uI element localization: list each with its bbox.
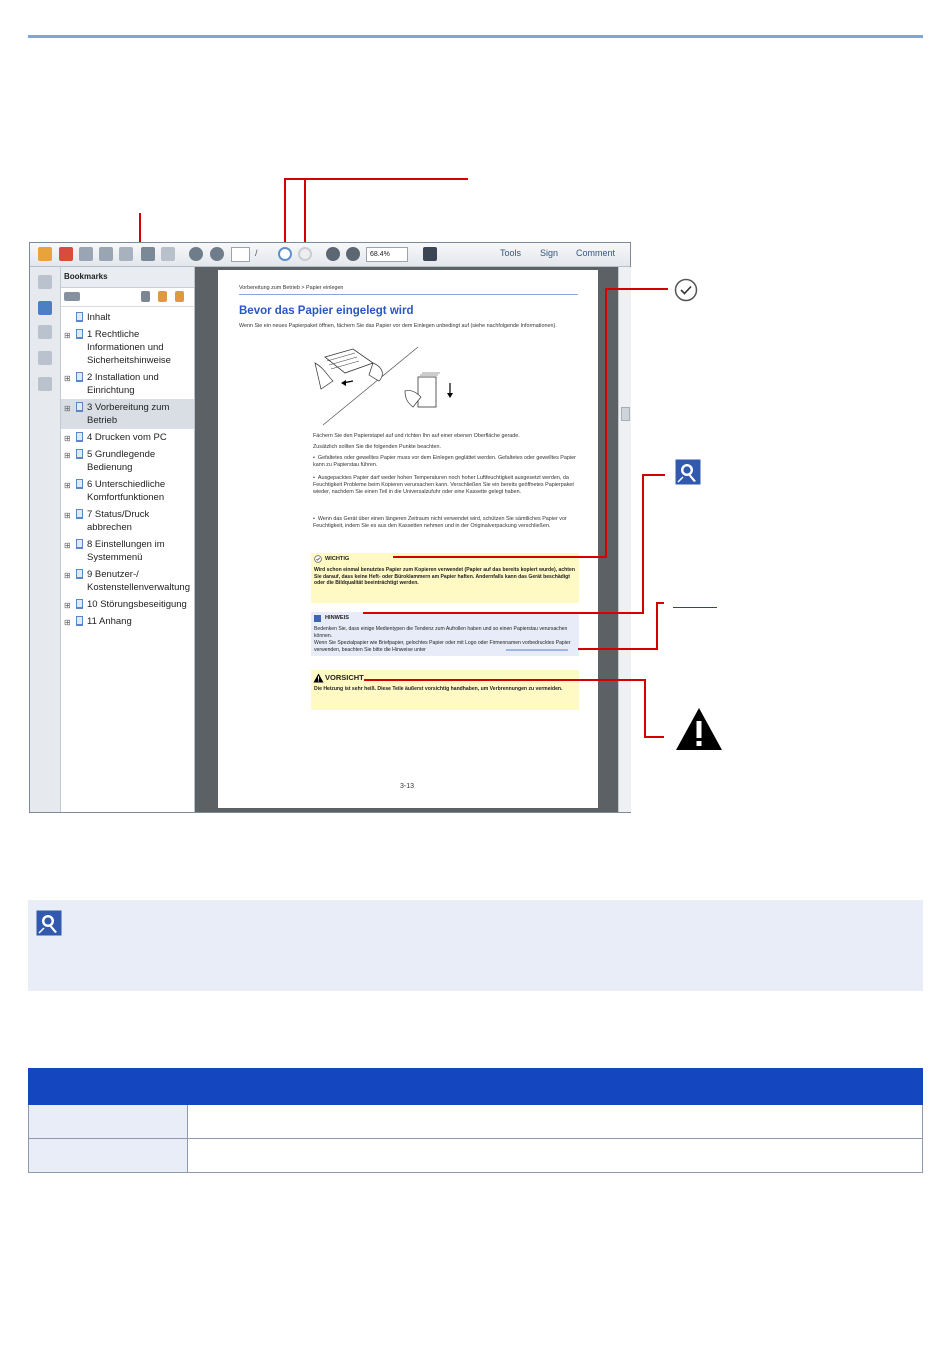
tools-button[interactable]: Tools [500, 248, 522, 258]
expand-icon[interactable]: ⊞ [64, 541, 71, 550]
bullet-text: Wenn das Gerät über einen längeren Zeitraum nicht verwendet wird, schützen Sie sämtliches Papier vor Feuchtigkeit, indem Sie es aus den Kassetten nehmen und in der Originalverpackung verschließen. [313, 516, 567, 529]
layers-icon[interactable] [38, 351, 52, 365]
callout-line-important-h [393, 556, 607, 558]
bookmark-icon [76, 599, 83, 609]
bookmark-item[interactable] [61, 446, 194, 476]
bookmark-icon [76, 616, 83, 626]
create-pdf-icon[interactable] [38, 247, 52, 261]
page-title: Bevor das Papier eingelegt wird [239, 305, 414, 317]
page-para1: Fächern Sie den Papierstapel auf und richten Ihn auf einer ebenen Oberfläche gerade. [313, 433, 520, 439]
bookmark-icon [76, 432, 83, 442]
bookmark-label: 7 Status/Druck abbrechen [87, 509, 150, 533]
callout-line-nav-right [304, 178, 306, 248]
bookmark-icon [76, 509, 83, 519]
bookmark-icon [76, 312, 83, 322]
table-cell [188, 1139, 923, 1173]
bookmarks-list [61, 309, 194, 630]
attachments-icon[interactable] [38, 325, 52, 339]
callout-line-important-top [605, 288, 668, 290]
forward-icon[interactable] [298, 247, 312, 261]
note-label: HINWEIS [325, 615, 349, 621]
combine-files-icon[interactable] [59, 247, 73, 261]
bookmark-item[interactable] [61, 566, 194, 596]
expand-icon[interactable]: ⊞ [64, 481, 71, 490]
previous-page-icon[interactable] [189, 247, 203, 261]
bookmark-label: 2 Installation und Einrichtung [87, 372, 159, 396]
zoom-out-icon[interactable] [326, 247, 340, 261]
bookmark-label: 5 Grundlegende Bedienung [87, 449, 156, 473]
bookmark-icon [76, 479, 83, 489]
table-row [29, 1139, 923, 1173]
delete-bookmark-icon[interactable] [141, 291, 150, 302]
expand-icon[interactable]: ⊞ [64, 601, 71, 610]
fit-page-icon[interactable] [423, 247, 437, 261]
options-icon[interactable] [64, 292, 80, 301]
pdf-viewer-window [29, 242, 631, 813]
callout-line-note-v [642, 474, 644, 614]
page-bullet-1: • Gefaltetes oder gewelltes Papier muss vor dem Einlegen geglättet werden. Gefaltetes oder gewelltes Papier kann zu Papierstau führen. [313, 455, 576, 468]
bookmark-label: 3 Vorbereitung zum Betrieb [87, 402, 170, 426]
bookmark-label: 8 Einstellungen im Systemmenü [87, 539, 165, 563]
callout-line-link-v [656, 602, 658, 650]
zoom-field[interactable]: 68.4% [366, 247, 408, 262]
bookmark-item[interactable] [61, 596, 194, 613]
callout-line-important-v [605, 288, 607, 558]
legend-table [28, 1068, 923, 1173]
bookmark-icon [76, 449, 83, 459]
bookmark-label: Inhalt [87, 312, 111, 323]
caution-box [311, 670, 579, 710]
callout-line-caution-h [364, 679, 646, 681]
callout-line-link-h [578, 648, 658, 650]
callout-line-note-h [363, 612, 644, 614]
bookmark-icon [76, 539, 83, 549]
email-icon[interactable] [161, 247, 175, 261]
expand-icon[interactable]: ⊞ [64, 451, 71, 460]
bookmark-item[interactable] [61, 326, 194, 369]
upload-icon[interactable] [99, 247, 113, 261]
edit-document-icon[interactable] [79, 247, 93, 261]
bookmark-label: 1 Rechtliche Informationen und Sicherheitshinweise [87, 329, 171, 366]
bookmark-item[interactable] [61, 309, 194, 326]
bookmark-icon [76, 329, 83, 339]
scroll-thumb[interactable] [621, 407, 630, 421]
caution-label: VORSICHT [325, 673, 364, 682]
important-label: WICHTIG [325, 556, 350, 562]
top-rule [28, 35, 923, 38]
expand-icon[interactable]: ⊞ [64, 374, 71, 383]
bookmark-icon [76, 569, 83, 579]
bookmark-label: 4 Drucken vom PC [87, 432, 167, 443]
note-area [28, 900, 923, 991]
bookmark-item[interactable] [61, 506, 194, 536]
page-intro: Wenn Sie ein neues Papierpaket öffnen, fächern Sie das Papier vor dem Einlegen unbedingt auf (siehe nachfolgende Informationen). [239, 323, 557, 329]
callout-line-caution-v [644, 679, 646, 738]
table-cell [29, 1105, 188, 1139]
table-header-row [29, 1069, 923, 1105]
page-number: 3-13 [400, 783, 415, 790]
important-text: Wird schon einmal benutztes Papier zum Kopieren verwendet (Papier auf das bereits kopiert wurde), achten Sie darauf, dass keine Heft- oder Büroklammern am Papier haften. Andernfalls kann das Gerät beschädigt oder die Bildqualität beeinträchtigt werden. [314, 567, 575, 587]
note-icon [36, 910, 62, 936]
breadcrumb-rule [239, 294, 578, 295]
callout-line-nav-left [284, 178, 286, 248]
viewer-toolbar [30, 243, 630, 267]
table-cell [29, 1139, 188, 1173]
back-icon[interactable] [278, 247, 292, 261]
document-page [218, 270, 598, 808]
bookmarks-icon[interactable] [38, 301, 52, 315]
signatures-icon[interactable] [38, 377, 52, 391]
bookmark-label: 6 Unterschiedliche Komfortfunktionen [87, 479, 166, 503]
warning-icon [313, 673, 324, 683]
page-thumbnails-icon[interactable] [38, 275, 52, 289]
paper-fanning-illustration [313, 345, 473, 427]
table-header-cell [188, 1069, 923, 1105]
note-box [311, 612, 579, 656]
link-sample-underline [673, 607, 717, 608]
bookmark-label: 9 Benutzer-/ Kostenstellenverwaltung [87, 569, 190, 593]
page-bullet-2: • Ausgepacktes Papier darf weder hohen Temperaturen noch hoher Luftfeuchtigkeit ausgesetzt werden, da Feuchtigkeit Probleme beim Kopieren verursachen kann. Verschließen Sie ein bereits geöffnetes Papierpaket wieder, nachdem Sie einen Teil in die Universalzufuhr oder eine Kassette gelegt haben. [313, 475, 574, 495]
expand-icon[interactable]: ⊞ [64, 331, 71, 340]
new-bookmark-icon[interactable] [158, 291, 167, 302]
bookmarks-panel [61, 267, 195, 812]
page-separator: / [255, 248, 258, 258]
comment-button[interactable]: Comment [576, 248, 616, 258]
navigation-pane-strip [30, 267, 61, 812]
page-number-input[interactable] [231, 247, 250, 262]
note-icon [314, 615, 321, 622]
note-icon [675, 459, 701, 485]
expand-bookmark-icon[interactable] [175, 291, 184, 302]
callout-line-caution-bottom [644, 736, 664, 738]
bookmark-label: 10 Störungsbeseitigung [87, 599, 187, 610]
bookmark-item[interactable] [61, 369, 194, 399]
warning-icon [675, 707, 723, 751]
bullet-text: Gefaltetes oder gewelltes Papier muss vor dem Einlegen geglättet werden. Gefaltetes oder gewelltes Papier kann zu Papierstau führen. [313, 455, 576, 468]
expand-icon[interactable]: ⊞ [64, 511, 71, 520]
check-circle-icon [674, 278, 698, 302]
expand-icon[interactable]: ⊞ [64, 571, 71, 580]
table-row [29, 1105, 923, 1139]
sign-button[interactable]: Sign [540, 248, 559, 258]
table-header-cell [29, 1069, 188, 1105]
bookmarks-toolbar [61, 289, 194, 307]
page-breadcrumb: Vorbereitung zum Betrieb > Papier einlegen [239, 285, 344, 291]
callout-line-link-top [656, 602, 664, 604]
bookmark-label: 11 Anhang [87, 616, 132, 627]
callout-line-nav-top [284, 178, 468, 180]
expand-icon[interactable]: ⊞ [64, 434, 71, 443]
note-text-1: Bedenken Sie, dass einige Medientypen die Tendenz zum Aufrollen haben und so einen Papierstau verursachen können. [314, 626, 568, 639]
callout-line-note-top [642, 474, 665, 476]
expand-icon[interactable]: ⊞ [64, 404, 71, 413]
bookmark-item[interactable] [61, 429, 194, 446]
bookmark-item[interactable] [61, 536, 194, 566]
bookmarks-title: Bookmarks [61, 267, 194, 288]
important-box [311, 553, 579, 603]
bookmark-icon [76, 372, 83, 382]
save-icon[interactable] [119, 247, 133, 261]
check-circle-icon [314, 555, 322, 563]
print-icon[interactable] [141, 247, 155, 261]
bookmark-icon [76, 402, 83, 412]
table-cell [188, 1105, 923, 1139]
page-bullet-3: • Wenn das Gerät über einen längeren Zeitraum nicht verwendet wird, schützen Sie sämtliches Papier vor Feuchtigkeit, indem Sie es aus den Kassetten nehmen und in der Originalverpackung verschließen. [313, 516, 567, 529]
next-page-icon[interactable] [210, 247, 224, 261]
bookmark-item[interactable] [61, 613, 194, 630]
bookmark-item[interactable] [61, 399, 194, 429]
caution-text: Die Heizung ist sehr heiß. Diese Teile äußerst vorsichtig handhaben, um Verbrennungen zu vermeiden. [314, 686, 563, 692]
note-text-2: Wenn Sie Spezialpapier wie Briefpapier, gelochtes Papier oder mit Logo oder Firmennamen vorbedrucktes Papier verwenden, beachten Sie bitte die Hinweise unter [314, 640, 571, 653]
zoom-in-icon[interactable] [346, 247, 360, 261]
bookmark-item[interactable] [61, 476, 194, 506]
note-link[interactable] [506, 649, 568, 651]
vertical-scrollbar[interactable] [618, 267, 631, 812]
expand-icon[interactable]: ⊞ [64, 618, 71, 627]
bullet-text: Ausgepacktes Papier darf weder hohen Temperaturen noch hoher Luftfeuchtigkeit ausgesetzt werden, da Feuchtigkeit Probleme beim Kopieren verursachen kann. Verschließen Sie ein bereits geöffnetes Papierpaket wieder, nachdem Sie einen Teil in die Universalzufuhr oder eine Kassette gelegt haben. [313, 475, 574, 495]
page-para2: Zusätzlich sollten Sie die folgenden Punkte beachten. [313, 444, 441, 450]
